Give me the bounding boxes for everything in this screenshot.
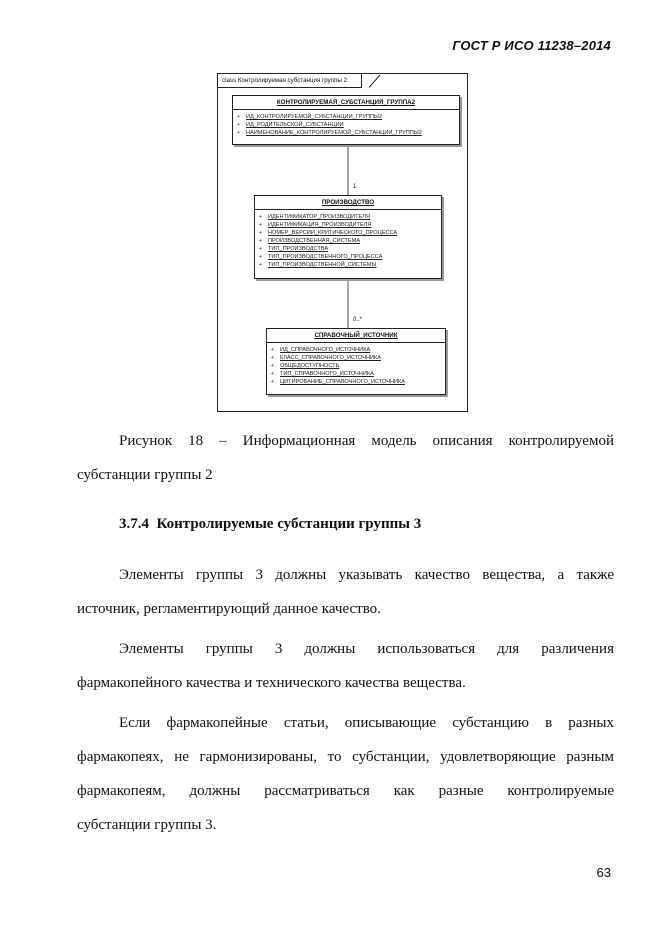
caption-line: субстанции группы 2 xyxy=(77,467,213,483)
attribute: + ТИП_ПРОИЗВОДСТВА xyxy=(259,246,329,252)
section-heading xyxy=(119,516,421,533)
attribute: + ТИП_ПРОИЗВОДСТВЕННОЙ_СИСТЕМЫ xyxy=(259,262,377,268)
caption-line: Рисунок 18 – Информационная модель описания контролируемой xyxy=(119,433,614,449)
paragraph-line: источник, регламентирующий данное качество. xyxy=(77,601,381,617)
paragraph-line: субстанции группы 3. xyxy=(77,817,217,833)
attribute: + ЦИТИРОВАНИЕ_СПРАВОЧНОГО_ИСТОЧНИКА xyxy=(271,379,405,385)
multiplicity-one: 1 xyxy=(353,184,357,190)
attribute: + ПРОИЗВОДСТВЕННАЯ_СИСТЕМА xyxy=(259,238,361,244)
attribute: + ОБЩЕДОСТУПНОСТЬ xyxy=(271,363,340,369)
class-title: ПРОИЗВОДСТВО xyxy=(255,196,441,210)
paragraph-line: фармакопеях, не гармонизированы, то субстанции, удовлетворяющие разным xyxy=(77,749,614,765)
class-title: СПРАВОЧНЫЙ_ИСТОЧНИК xyxy=(267,329,445,343)
class-manufacturing xyxy=(254,195,442,279)
attribute: + ИД_КОНТРОЛИРУЕМОЙ_СУБСТАНЦИИ_ГРУППЫ2 xyxy=(237,114,382,120)
attribute: + НОМЕР_ВЕРСИИ_КРИТИЧЕСКОГО_ПРОЦЕССА xyxy=(259,230,398,236)
paragraph-line: Элементы группы 3 должны использоваться для различения xyxy=(119,641,614,657)
attribute: + НАИМЕНОВАНИЕ_КОНТРОЛИРУЕМОЙ_СУБСТАНЦИИ_ГРУППЫ2 xyxy=(237,130,422,136)
section-number: 3.7.4 xyxy=(119,516,149,532)
figure-caption xyxy=(77,424,614,492)
diagram-frame-label: class Контролируемая субстанция группы 2 xyxy=(218,74,362,88)
class-controlled-substance-group2 xyxy=(232,95,460,145)
attribute: + ИД_РОДИТЕЛЬСКОЙ_СУБСТАНЦИИ xyxy=(237,122,344,128)
attribute: + ИД_СПРАВОЧНОГО_ИСТОЧНИКА xyxy=(271,347,371,353)
paragraph xyxy=(77,632,614,700)
document-header: ГОСТ Р ИСО 11238–2014 xyxy=(452,38,611,53)
section-title: Контролируемые субстанции группы 3 xyxy=(156,516,422,532)
multiplicity-many: 0..* xyxy=(353,317,363,323)
attribute: + ТИП_СПРАВОЧНОГО_ИСТОЧНИКА xyxy=(271,371,374,377)
page-number: 63 xyxy=(596,865,611,880)
paragraph-line: Если фармакопейные статьи, описывающие субстанцию в разных xyxy=(119,715,614,731)
uml-class-diagram xyxy=(217,73,468,412)
paragraph-line: фармакопеям, должны рассматриваться как разные контролируемые xyxy=(77,783,614,799)
attribute: + ТИП_ПРОИЗВОДСТВЕННОГО_ПРОЦЕССА xyxy=(259,254,383,260)
class-reference-source xyxy=(266,328,446,395)
paragraph-line: Элементы группы 3 должны указывать качество вещества, а также xyxy=(119,567,614,583)
attribute: + ИДЕНТИФИКАТОР_ПРОИЗВОДИТЕЛЯ xyxy=(259,214,371,220)
class-title: КОНТРОЛИРУЕМАЯ_СУБСТАНЦИЯ_ГРУППА2 xyxy=(233,96,459,110)
paragraph xyxy=(77,706,614,842)
attribute: + КЛАСС_СПРАВОЧНОГО_ИСТОЧНИКА xyxy=(271,355,381,361)
paragraph-line: фармакопейного качества и технического качества вещества. xyxy=(77,675,466,691)
attribute: + ИДЕНТИФИКАЦИЯ_ПРОИЗВОДИТЕЛЯ xyxy=(259,222,372,228)
paragraph xyxy=(77,558,614,626)
